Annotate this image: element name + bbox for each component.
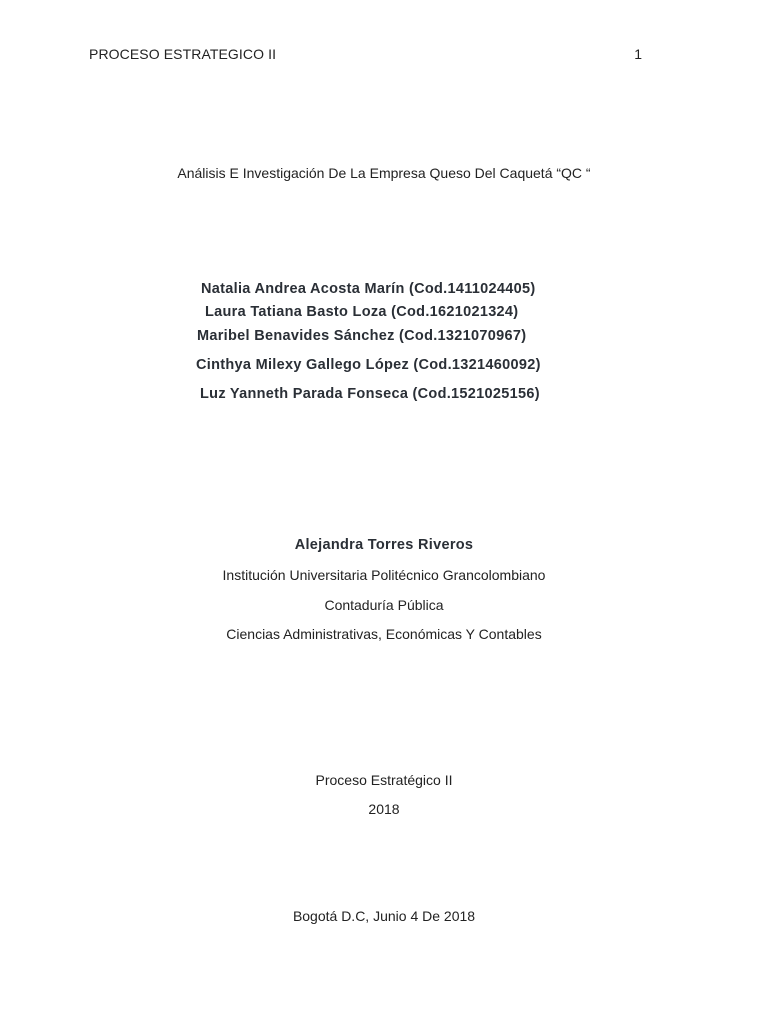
tutor-name: Alejandra Torres Riveros [294, 537, 474, 553]
author-2: Laura Tatiana Basto Loza (Cod.1621021324) [205, 304, 519, 320]
program-name: Contaduría Pública [324, 597, 444, 613]
author-5: Luz Yanneth Parada Fonseca (Cod.1521025156) [200, 386, 540, 402]
author-4: Cinthya Milexy Gallego López (Cod.1321460092) [196, 357, 541, 373]
page-number: 1 [634, 46, 642, 62]
author-1: Natalia Andrea Acosta Marín (Cod.1411024405) [201, 281, 536, 297]
document-title: Análisis E Investigación De La Empresa Queso Del Caquetá “QC “ [177, 165, 591, 181]
year: 2018 [368, 801, 400, 817]
running-head: PROCESO ESTRATEGICO II [89, 46, 277, 62]
faculty-name: Ciencias Administrativas, Económicas Y Contables [226, 626, 542, 642]
institution-name: Institución Universitaria Politécnico Grancolombiano [222, 567, 546, 583]
place-and-date: Bogotá D.C, Junio 4 De 2018 [292, 908, 476, 924]
author-3: Maribel Benavides Sánchez (Cod.1321070967) [197, 328, 527, 344]
course-name: Proceso Estratégico II [315, 772, 453, 788]
